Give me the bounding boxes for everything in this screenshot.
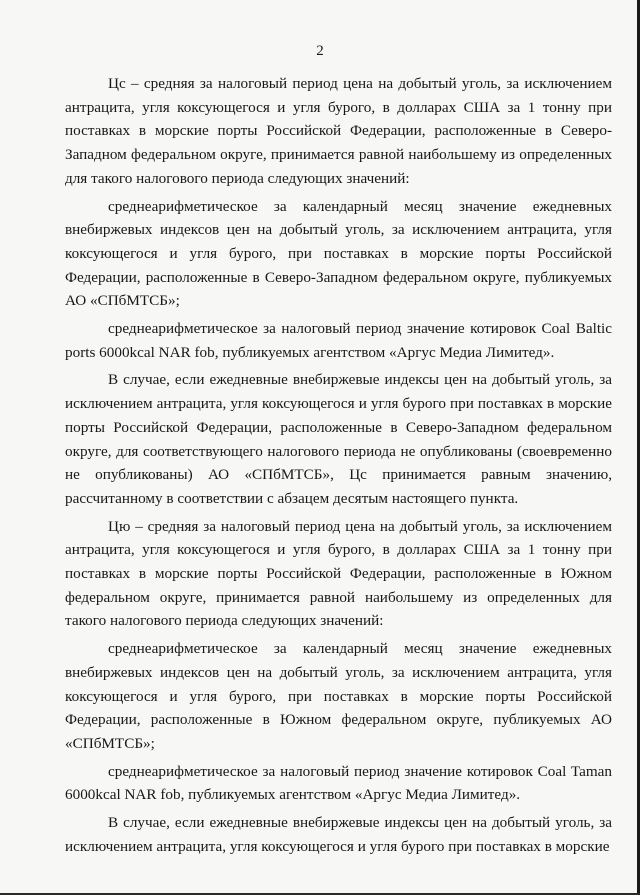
- paragraph-fallback-northwest: В случае, если ежедневные внебиржевые индексы цен на добытый уголь, за исключением антрацита, угля коксующегося и угля бурого при поставках в морские порты Российской Федерации, расположенные в Северо-Западном федеральном округе, для соответствующего налогового периода не опубликованы (своевременно не опубликованы) АО «СПбМТСБ», Цс принимается равным значению, рассчитанному в соответствии с абзацем десятым настоящего пункта.: [65, 371, 612, 507]
- paragraph-tyu-definition: Цю – средняя за налоговый период цена на добытый уголь, за исключением антрацита, угля коксующегося и угля бурого, в долларах США за 1 тонну при поставках в морские порты Российской Федерации, расположенные в Южном федеральном округе, принимается равной наибольшему из определенных для такого налогового периода следующих значений:: [65, 517, 612, 630]
- paragraph-coal-baltic-quotes: среднеарифметическое за налоговый период значение котировок Coal Baltic ports 6000kcal NAR fob, публикуемых агентством «Аргус Медиа Лимитед».: [65, 320, 612, 361]
- paragraph-spbmtsb-index-south: среднеарифметическое за календарный месяц значение ежедневных внебиржевых индексов цен на добытый уголь, за исключением антрацита, угля коксующегося и угля бурого, при поставках в морские порты Российской Федерации, расположенные в Южном федеральном округе, публикуемых АО «СПбМТСБ»;: [65, 640, 612, 752]
- paragraph-spbmtsb-index-northwest: среднеарифметическое за календарный месяц значение ежедневных внебиржевых индексов цен на добытый уголь, за исключением антрацита, угля коксующегося и угля бурого, при поставках в морские порты Российской Федерации, расположенные в Северо-Западном федеральном округе, публикуемых АО «СПбМТСБ»;: [65, 197, 612, 310]
- paragraph-fallback-south: В случае, если ежедневные внебиржевые индексы цен на добытый уголь, за исключением антрацита, угля коксующегося и угля бурого при поставках в морские: [65, 814, 612, 855]
- document-body: [65, 72, 612, 861]
- page-number: 2: [316, 43, 324, 59]
- paragraph-coal-taman-quotes: среднеарифметическое за налоговый период значение котировок Coal Taman 6000kcal NAR fob, публикуемых агентством «Аргус Медиа Лимитед».: [65, 762, 612, 804]
- paragraph-ts-definition: Цс – средняя за налоговый период цена на добытый уголь, за исключением антрацита, угля коксующегося и угля бурого, в долларах США за 1 тонну при поставках в морские порты Российской Федерации, расположенные в Северо-Западном федеральном округе, принимается равной наибольшему из определенных для такого налогового периода следующих значений:: [65, 75, 612, 187]
